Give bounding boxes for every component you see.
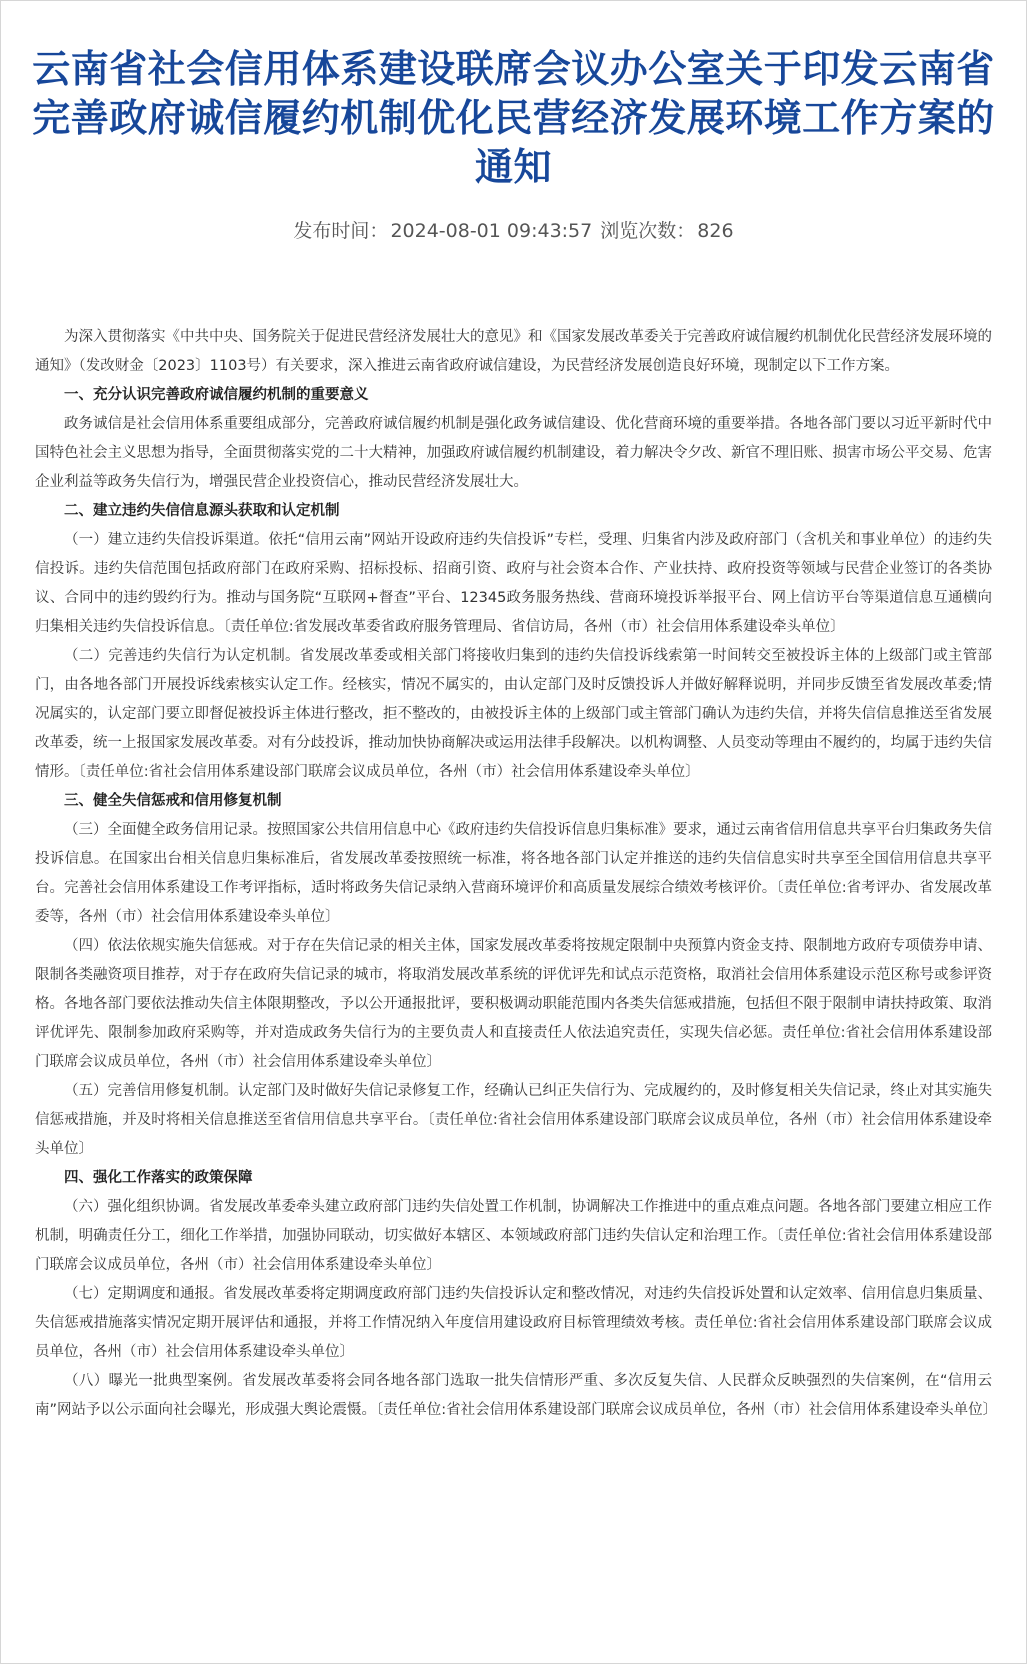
section-heading-1: 一、充分认识完善政府诚信履约机制的重要意义: [64, 387, 369, 403]
publish-time: 2024-08-01 09:43:57: [390, 220, 593, 242]
section-heading-3: 三、健全失信惩戒和信用修复机制: [64, 793, 282, 809]
paragraph-4: （三）全面健全政务信用记录。按照国家公共信用信息中心《政府违约失信投诉信息归集标准》要求，通过云南省信用信息共享平台归集政务失信投诉信息。在国家出台相关信息归集标准后，省发展改革委按照统一标准，将各地各部门认定并推送的违约失信信息实时共享至全国信用信息共享平台。完善社会信用体系建设工作考评指标，适时将政务失信记录纳入营商环境评价和高质量发展综合绩效考核评价。〔责任单位:省考评办、省发展改革委等，各州（市）社会信用体系建设牵头单位〕: [35, 822, 992, 925]
article-body: [35, 323, 998, 1425]
section-heading-4: 四、强化工作落实的政策保障: [64, 1170, 253, 1186]
paragraph-7: （六）强化组织协调。省发展改革委牵头建立政府部门违约失信处置工作机制，协调解决工作推进中的重点难点问题。各地各部门要建立相应工作机制，明确责任分工，细化工作举措，加强协同联动，切实做好本辖区、本领域政府部门违约失信认定和治理工作。〔责任单位:省社会信用体系建设部门联席会议成员单位，各州（市）社会信用体系建设牵头单位〕: [35, 1199, 992, 1273]
article-title: 云南省社会信用体系建设联席会议办公室关于印发云南省完善政府诚信履约机制优化民营经济发展环境工作方案的通知: [32, 47, 995, 189]
section-heading-2: 二、建立违约失信信息源头获取和认定机制: [64, 503, 340, 519]
intro-paragraph: 为深入贯彻落实《中共中央、国务院关于促进民营经济发展壮大的意见》和《国家发展改革委关于完善政府诚信履约机制优化民营经济发展环境的通知》（发改财金〔2023〕1103号）有关要求，深入推进云南省政府诚信建设，为民营经济发展创造良好环境，现制定以下工作方案。: [35, 329, 992, 374]
paragraph-2: （一）建立违约失信投诉渠道。依托“信用云南”网站开设政府违约失信投诉”专栏，受理、归集省内涉及政府部门（含机关和事业单位）的违约失信投诉。违约失信范围包括政府部门在政府采购、招标投标、招商引资、政府与社会资本合作、产业扶持、政府投资等领域与民营企业签订的各类协议、合同中的违约毁约行为。推动与国务院“互联网+督查”平台、12345政务服务热线、营商环境投诉举报平台、网上信访平台等渠道信息互通横向归集相关违约失信投诉信息。〔责任单位:省发展改革委省政府服务管理局、省信访局，各州（市）社会信用体系建设牵头单位〕: [35, 532, 992, 635]
paragraph-8: （七）定期调度和通报。省发展改革委将定期调度政府部门违约失信投诉认定和整改情况，对违约失信投诉处置和认定效率、信用信息归集质量、失信惩戒措施落实情况定期开展评估和通报，并将工作情况纳入年度信用建设政府目标管理绩效考核。责任单位:省社会信用体系建设部门联席会议成员单位，各州（市）社会信用体系建设牵头单位〕: [35, 1286, 992, 1360]
article-meta: [1, 216, 1026, 243]
paragraph-1: 政务诚信是社会信用体系重要组成部分，完善政府诚信履约机制是强化政务诚信建设、优化营商环境的重要举措。各地各部门要以习近平新时代中国特色社会主义思想为指导，全面贯彻落实党的二十大精神，加强政府诚信履约机制建设，着力解决令夕改、新官不理旧账、损害市场公平交易、危害企业利益等政务失信行为，增强民营企业投资信心，推动民营经济发展壮大。: [35, 416, 992, 490]
paragraph-9: （八）曝光一批典型案例。省发展改革委将会同各地各部门选取一批失信情形严重、多次反复失信、人民群众反映强烈的失信案例，在“信用云南”网站予以公示面向社会曝光，形成强大舆论震慑。〔责任单位:省社会信用体系建设部门联席会议成员单位，各州（市）社会信用体系建设牵头单位〕: [35, 1373, 998, 1418]
paragraph-5: （四）依法依规实施失信惩戒。对于存在失信记录的相关主体，国家发展改革委将按规定限制中央预算内资金支持、限制地方政府专项债券申请、限制各类融资项目推荐，对于存在政府失信记录的城市，将取消发展改革系统的评优评先和试点示范资格，取消社会信用体系建设示范区称号或参评资格。各地各部门要依法推动失信主体限期整改，予以公开通报批评，要积极调动职能范围内各类失信惩戒措施，包括但不限于限制申请扶持政策、取消评优评先、限制参加政府采购等，并对造成政务失信行为的主要负责人和直接责任人依法追究责任，实现失信必惩。责任单位:省社会信用体系建设部门联席会议成员单位，各州（市）社会信用体系建设牵头单位〕: [35, 938, 992, 1070]
paragraph-3: （二）完善违约失信行为认定机制。省发展改革委或相关部门将接收归集到的违约失信投诉线索第一时间转交至被投诉主体的上级部门或主管部门，由各地各部门开展投诉线索核实认定工作。经核实，情况不属实的，由认定部门及时反馈投诉人并做好解释说明，并同步反馈至省发展改革委;情况属实的，认定部门要立即督促被投诉主体进行整改，拒不整改的，由被投诉主体的上级部门或主管部门确认为违约失信，并将失信信息推送至省发展改革委，统一上报国家发展改革委。对有分歧投诉，推动加快协商解决或运用法律手段解决。以机构调整、人员变动等理由不履约的，均属于违约失信情形。〔责任单位:省社会信用体系建设部门联席会议成员单位，各州（市）社会信用体系建设牵头单位〕: [35, 648, 992, 780]
view-count-label: 浏览次数：: [600, 220, 696, 242]
view-count: 826: [697, 220, 734, 242]
publish-time-label: 发布时间：: [293, 220, 389, 242]
paragraph-6: （五）完善信用修复机制。认定部门及时做好失信记录修复工作，经确认已纠正失信行为、完成履约的，及时修复相关失信记录，终止对其实施失信惩戒措施，并及时将相关信息推送至省信用信息共享平台。〔责任单位:省社会信用体系建设部门联席会议成员单位，各州（市）社会信用体系建设牵头单位〕: [35, 1083, 992, 1157]
